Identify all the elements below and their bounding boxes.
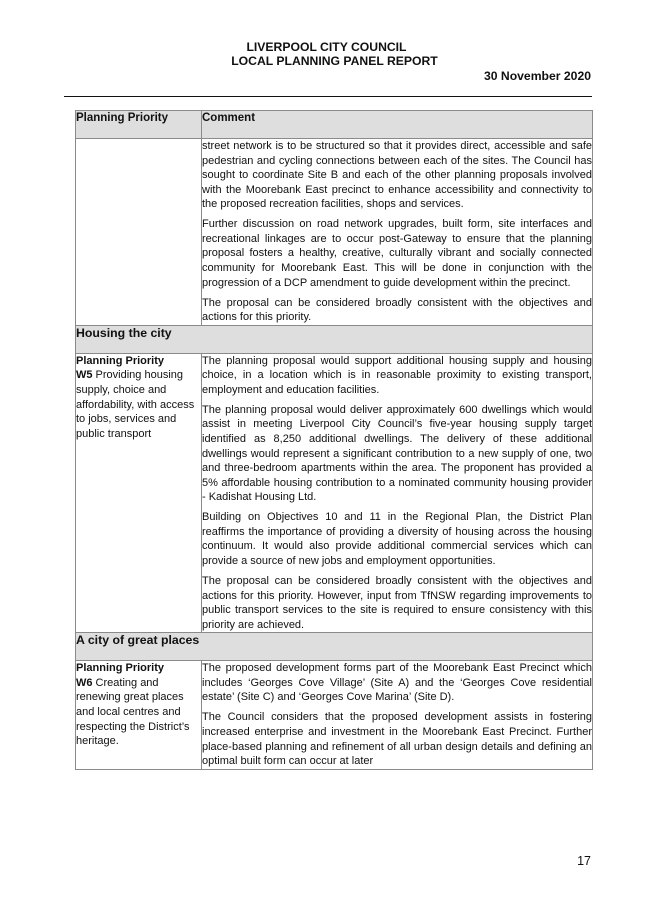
priority-title: Planning Priority: [76, 662, 165, 675]
header-council-name: LIVERPOOL CITY COUNCIL: [246, 40, 407, 54]
comment-paragraph: street network is to be structured so that it provides direct, accessible and safe pedestrian and cycling connections between each of the sites. The Council has sought to coordinate Site B and each of the other planning proposals involved with the Moorebank East precinct to enhance accessibility and connectivity to the proposed recreation facilities, shops and services.: [202, 140, 592, 211]
page-number: 17: [577, 854, 591, 868]
section-row-housing: [76, 325, 593, 353]
comment-paragraph: The Council considers that the proposed development assists in fostering increased enterprise and investment in the Moorebank East Precinct. Further place-based planning and refinement of all urban design details and defining an optimal built form can occur at later: [202, 711, 592, 768]
table-header-row: [76, 111, 593, 139]
header-report-title: LOCAL PLANNING PANEL REPORT: [231, 54, 438, 68]
header-date: 30 November 2020: [483, 69, 591, 83]
priority-description: Providing housing supply, choice and affordability, with access to jobs, services and public transport: [76, 369, 195, 440]
priority-code: W5: [76, 369, 93, 382]
priority-cell-w5: [76, 353, 202, 633]
comment-cell-w6: [202, 661, 593, 769]
comment-cell-w5: [202, 353, 593, 633]
col-header-comment: Comment: [202, 111, 593, 139]
table-row-w5: [76, 353, 593, 633]
comment-paragraph: Further discussion on road network upgrades, built form, site interfaces and recreational linkages are to occur post-Gateway to ensure that the planning proposal fosters a healthy, creative, culturally vibrant and socially connected community for Moorebank East. This will be done in conjunction with the progression of a DCP amendment to guide development within the precinct.: [202, 218, 592, 289]
comment-paragraph: The planning proposal would deliver approximately 600 dwellings which would assist in meeting Liverpool City Council’s five-year housing supply target identified as 8,250 additional dwellings. The delivery of these additional dwellings would represent a significant contribution to a new supply of one, two and three-bedroom apartments within the area. The proponent has provided a 5% affordable housing contribution to a nominated community housing provider - Kadishat Housing Ltd.: [202, 403, 592, 504]
comment-paragraph: The proposal can be considered broadly consistent with the objectives and actions for this priority. However, input from TfNSW regarding improvements to public transport services to the site is required to ensure consistency with this priority are achieved.: [202, 574, 592, 631]
priority-description: Creating and renewing great places and local centres and respecting the District’s heritage.: [76, 676, 190, 748]
section-title-housing: Housing the city: [76, 325, 593, 353]
header-rule: [64, 96, 592, 97]
table-row-w6: [76, 661, 593, 769]
table-row-continued: [76, 139, 593, 326]
priority-title: Planning Priority: [76, 354, 165, 367]
comment-paragraph: The proposed development forms part of the Moorebank East Precinct which includes ‘Georges Cove Village’ (Site A) and the ‘Georges Cove residential estate’ (Site C) and ‘Georges Cove Marina’ (Site D).: [202, 662, 592, 704]
comment-paragraph: Building on Objectives 10 and 11 in the Regional Plan, the District Plan reaffirms the importance of providing a diversity of housing across the housing continuum. It would also provide additional commercial services which can provide a source of new jobs and employment opportunities.: [202, 511, 592, 568]
comment-paragraph: The proposal can be considered broadly consistent with the objectives and actions for this priority.: [202, 296, 592, 324]
section-row-places: [76, 633, 593, 661]
priority-cell-w6: [76, 661, 202, 769]
col-header-planning-priority: Planning Priority: [76, 111, 202, 139]
priority-cell-empty: [76, 139, 202, 326]
comment-paragraph: The planning proposal would support additional housing supply and housing choice, in a location which is in reasonable proximity to existing transport, employment and education facilities.: [202, 354, 592, 396]
priority-code: W6: [76, 676, 93, 689]
planning-priority-table: [75, 110, 593, 770]
section-title-places: A city of great places: [76, 633, 593, 661]
comment-cell-continued: [202, 139, 593, 326]
